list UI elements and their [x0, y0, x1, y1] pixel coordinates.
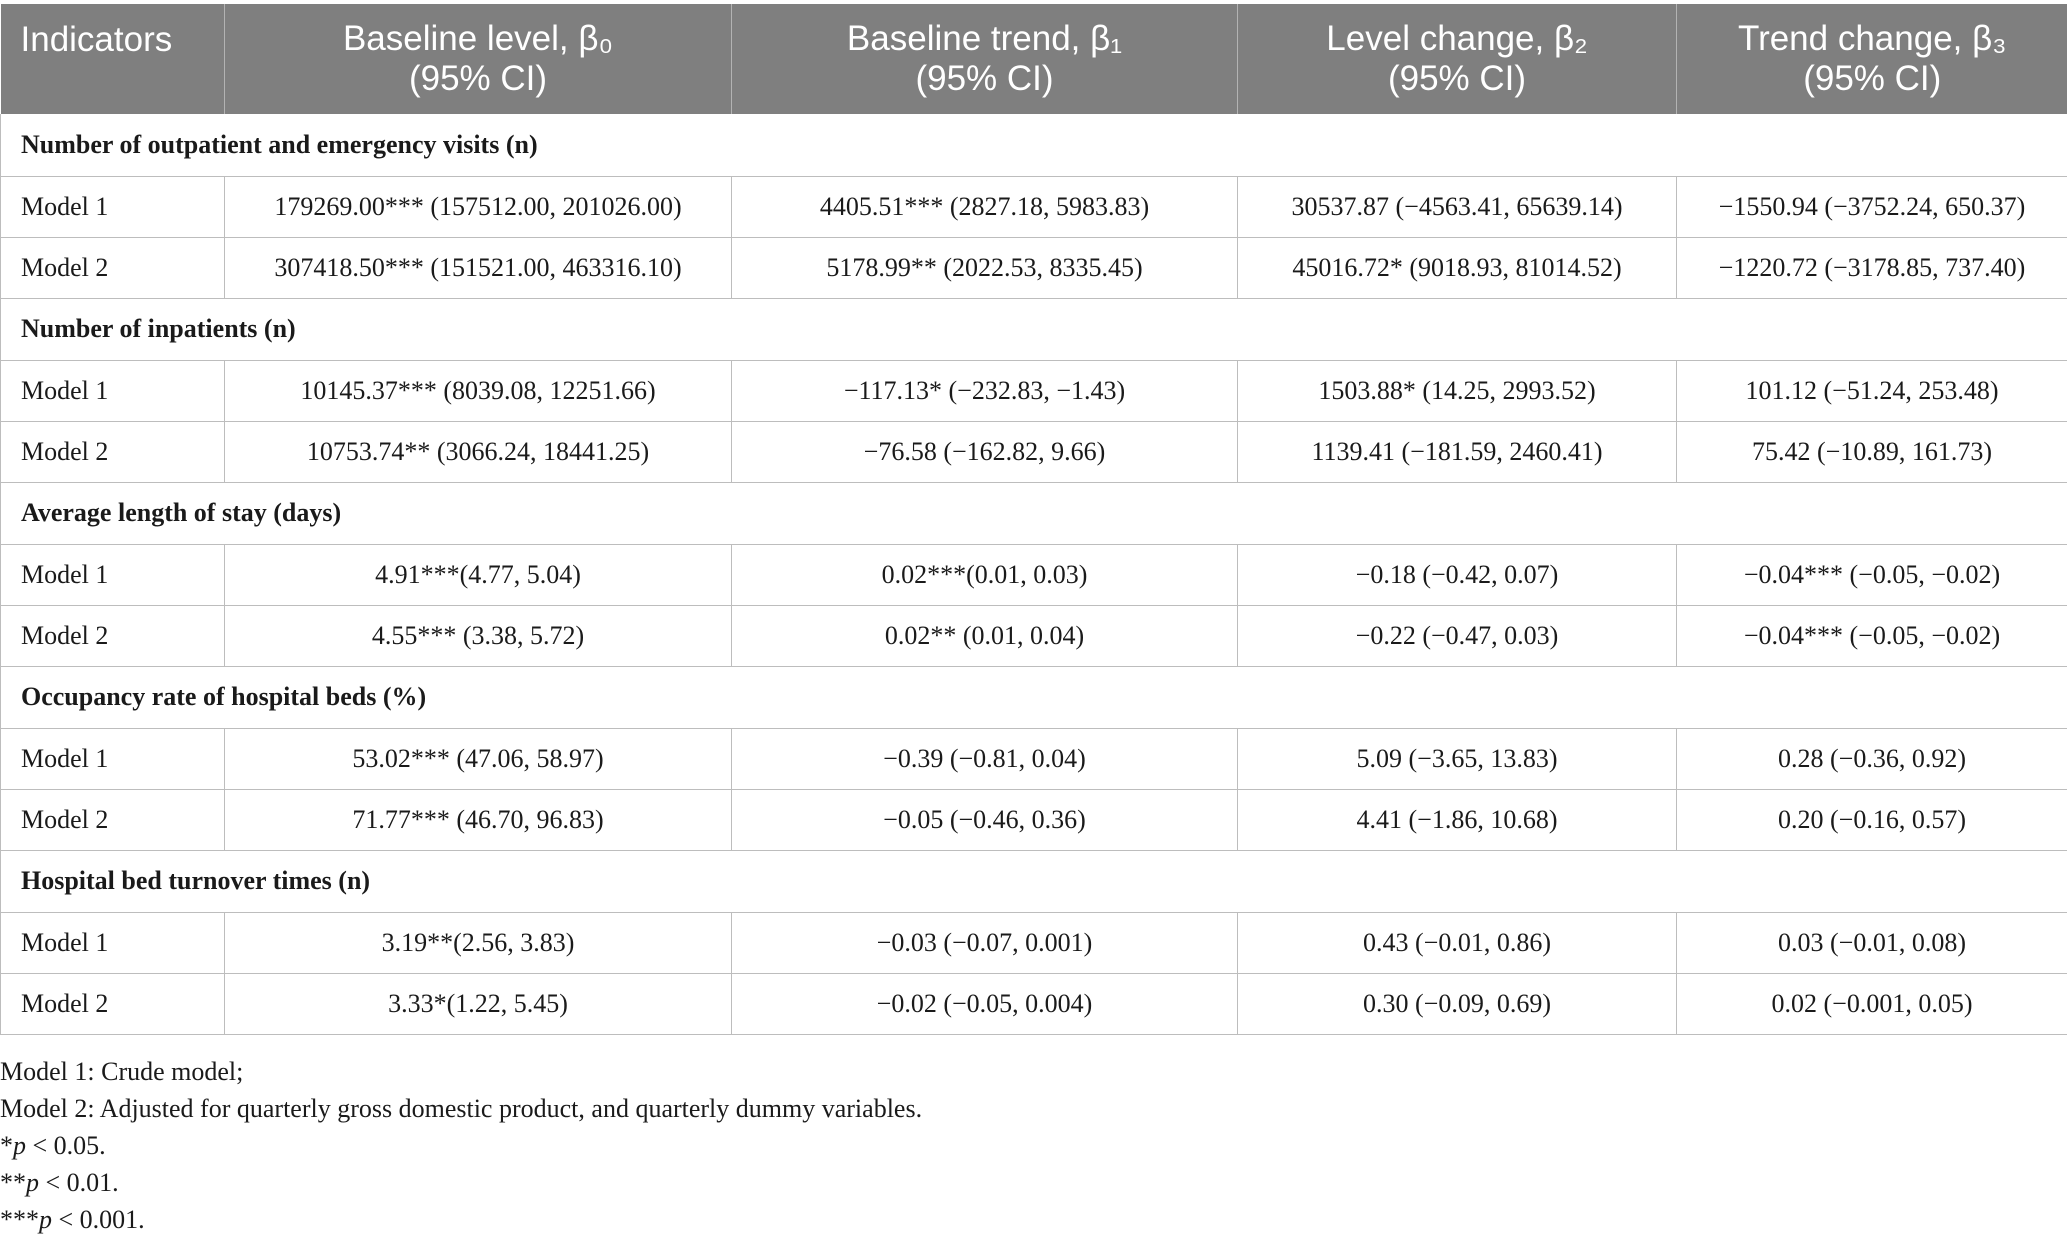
table-row	[1, 728, 2067, 789]
model-label: Model 2	[1, 237, 225, 298]
header-level-change	[1238, 4, 1677, 114]
significance-threshold: < 0.001.	[52, 1205, 145, 1234]
baseline-level-cell: 3.33*(1.22, 5.45)	[225, 973, 732, 1034]
table-row	[1, 237, 2067, 298]
section-title: Hospital bed turnover times (n)	[1, 850, 2067, 912]
header-level-change-title: Level change, β₂	[1326, 19, 1588, 58]
footnote-model1: Model 1: Crude model;	[0, 1057, 244, 1086]
header-baseline-trend-title: Baseline trend, β₁	[846, 19, 1123, 58]
trend-change-cell: 0.02 (−0.001, 0.05)	[1677, 973, 2067, 1034]
header-baseline-trend	[732, 4, 1238, 114]
table-row	[1, 605, 2067, 666]
level-change-cell: −0.18 (−0.42, 0.07)	[1238, 544, 1677, 605]
baseline-trend-cell: −0.02 (−0.05, 0.004)	[732, 973, 1238, 1034]
trend-change-cell: −0.04*** (−0.05, −0.02)	[1677, 605, 2067, 666]
section-row-length-of-stay	[1, 482, 2067, 544]
significance-marker: *	[0, 1131, 13, 1160]
trend-change-cell: −1220.72 (−3178.85, 737.40)	[1677, 237, 2067, 298]
model-label: Model 1	[1, 544, 225, 605]
baseline-level-cell: 4.91***(4.77, 5.04)	[225, 544, 732, 605]
table-row	[1, 973, 2067, 1034]
trend-change-cell: −1550.94 (−3752.24, 650.37)	[1677, 176, 2067, 237]
baseline-level-cell: 307418.50*** (151521.00, 463316.10)	[225, 237, 732, 298]
level-change-cell: 5.09 (−3.65, 13.83)	[1238, 728, 1677, 789]
level-change-cell: 4.41 (−1.86, 10.68)	[1238, 789, 1677, 850]
trend-change-cell: 101.12 (−51.24, 253.48)	[1677, 360, 2067, 421]
baseline-trend-cell: −0.39 (−0.81, 0.04)	[732, 728, 1238, 789]
header-trend-change	[1677, 4, 2067, 114]
baseline-trend-cell: −0.05 (−0.46, 0.36)	[732, 789, 1238, 850]
header-level-change-ci: (95% CI)	[1387, 59, 1527, 98]
table-row	[1, 421, 2067, 482]
significance-threshold: < 0.05.	[26, 1131, 106, 1160]
baseline-level-cell: 3.19**(2.56, 3.83)	[225, 912, 732, 973]
model-label: Model 1	[1, 176, 225, 237]
model-label: Model 2	[1, 973, 225, 1034]
level-change-cell: −0.22 (−0.47, 0.03)	[1238, 605, 1677, 666]
significance-marker: **	[0, 1168, 26, 1197]
model-label: Model 1	[1, 912, 225, 973]
baseline-trend-cell: −76.58 (−162.82, 9.66)	[732, 421, 1238, 482]
section-title: Number of inpatients (n)	[1, 298, 2067, 360]
baseline-level-cell: 10753.74** (3066.24, 18441.25)	[225, 421, 732, 482]
header-trend-change-ci: (95% CI)	[1803, 59, 1942, 98]
header-trend-change-title: Trend change, β₃	[1737, 19, 2007, 58]
model-label: Model 2	[1, 789, 225, 850]
baseline-level-cell: 10145.37*** (8039.08, 12251.66)	[225, 360, 732, 421]
baseline-trend-cell: 0.02***(0.01, 0.03)	[732, 544, 1238, 605]
trend-change-cell: −0.04*** (−0.05, −0.02)	[1677, 544, 2067, 605]
footnote-significance-2	[0, 1164, 922, 1201]
footnote-model2: Model 2: Adjusted for quarterly gross domestic product, and quarterly dummy variables.	[0, 1094, 923, 1123]
significance-marker: ***	[0, 1205, 39, 1234]
p-symbol: p	[39, 1205, 52, 1234]
baseline-trend-cell: 4405.51*** (2827.18, 5983.83)	[732, 176, 1238, 237]
table-row	[1, 176, 2067, 237]
table-row	[1, 544, 2067, 605]
table-header	[1, 4, 2067, 114]
header-baseline-trend-ci: (95% CI)	[915, 59, 1054, 98]
trend-change-cell: 0.03 (−0.01, 0.08)	[1677, 912, 2067, 973]
baseline-level-cell: 53.02*** (47.06, 58.97)	[225, 728, 732, 789]
level-change-cell: 0.43 (−0.01, 0.86)	[1238, 912, 1677, 973]
level-change-cell: 1139.41 (−181.59, 2460.41)	[1238, 421, 1677, 482]
table-body	[1, 114, 2067, 1034]
trend-change-cell: 0.28 (−0.36, 0.92)	[1677, 728, 2067, 789]
table-row	[1, 912, 2067, 973]
significance-threshold: < 0.01.	[39, 1168, 119, 1197]
baseline-trend-cell: 0.02** (0.01, 0.04)	[732, 605, 1238, 666]
results-table	[0, 4, 2067, 1035]
model-label: Model 2	[1, 421, 225, 482]
section-row-bed-turnover	[1, 850, 2067, 912]
section-row-inpatients	[1, 298, 2067, 360]
footnote-significance-3	[0, 1201, 922, 1238]
header-baseline-level-ci: (95% CI)	[408, 59, 548, 98]
p-symbol: p	[13, 1131, 26, 1160]
trend-change-cell: 75.42 (−10.89, 161.73)	[1677, 421, 2067, 482]
section-title: Average length of stay (days)	[1, 482, 2067, 544]
level-change-cell: 0.30 (−0.09, 0.69)	[1238, 973, 1677, 1034]
model-label: Model 1	[1, 728, 225, 789]
section-title: Occupancy rate of hospital beds (%)	[1, 666, 2067, 728]
level-change-cell: 45016.72* (9018.93, 81014.52)	[1238, 237, 1677, 298]
model-label: Model 1	[1, 360, 225, 421]
section-row-outpatient-visits	[1, 114, 2067, 176]
baseline-level-cell: 71.77*** (46.70, 96.83)	[225, 789, 732, 850]
table-row	[1, 789, 2067, 850]
header-baseline-level-title: Baseline level, β₀	[342, 19, 614, 58]
trend-change-cell: 0.20 (−0.16, 0.57)	[1677, 789, 2067, 850]
table-footnotes	[0, 1053, 922, 1238]
section-title: Number of outpatient and emergency visits (n)	[1, 114, 2067, 176]
level-change-cell: 1503.88* (14.25, 2993.52)	[1238, 360, 1677, 421]
table-row	[1, 360, 2067, 421]
baseline-trend-cell: 5178.99** (2022.53, 8335.45)	[732, 237, 1238, 298]
baseline-level-cell: 4.55*** (3.38, 5.72)	[225, 605, 732, 666]
model-label: Model 2	[1, 605, 225, 666]
footnote-significance-1	[0, 1127, 922, 1164]
p-symbol: p	[26, 1168, 39, 1197]
baseline-trend-cell: −117.13* (−232.83, −1.43)	[732, 360, 1238, 421]
baseline-trend-cell: −0.03 (−0.07, 0.001)	[732, 912, 1238, 973]
section-row-bed-occupancy	[1, 666, 2067, 728]
header-baseline-level	[225, 4, 732, 114]
level-change-cell: 30537.87 (−4563.41, 65639.14)	[1238, 176, 1677, 237]
header-indicators: Indicators	[1, 4, 225, 114]
baseline-level-cell: 179269.00*** (157512.00, 201026.00)	[225, 176, 732, 237]
